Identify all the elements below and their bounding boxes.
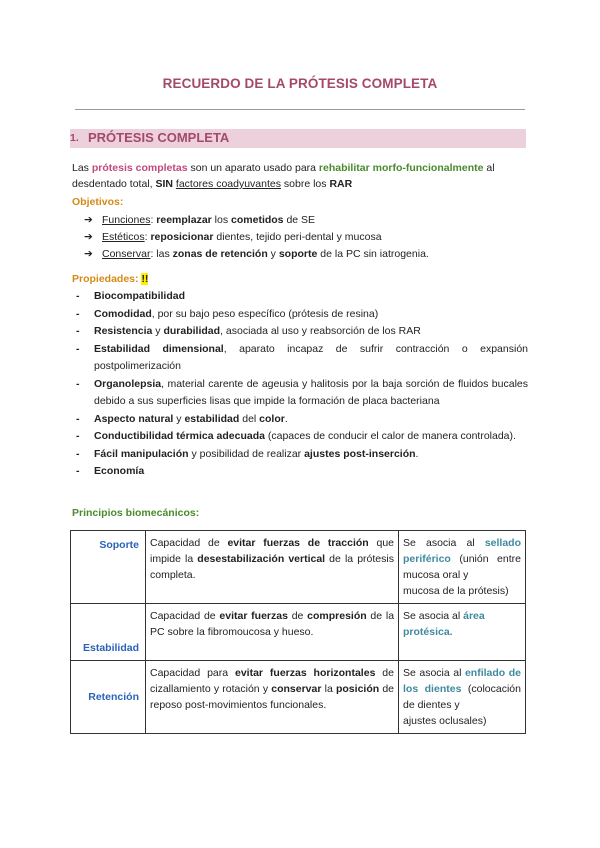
row-label: Retención [88,691,139,703]
dash-bullet-icon: - [76,465,80,477]
list-item [76,288,528,306]
cell-text: de reposo post-movimientos funcionales. [150,683,395,711]
dash-bullet-icon: - [76,447,80,460]
prop-bold: Conductibilidad térmica adecuada [94,430,265,442]
cell-bold: evitar fuerzas de tracción [227,537,369,549]
objetivo-text: : las [150,248,173,260]
dash-bullet-icon: - [76,290,80,302]
prop-bold: Estabilidad dimensional [94,342,224,355]
cell-text: mucosa de la prótesis) [403,585,509,597]
description-cell [146,661,399,734]
list-item [76,341,528,376]
intro-text: sobre los [280,178,330,190]
cell-text: Se asocia al [403,537,485,549]
prop-text: , por su bajo peso específico (prótesis de resina) [151,307,379,320]
title-divider [75,109,525,110]
list-item [76,446,528,464]
list-item [76,463,528,481]
section-heading [70,129,526,148]
prop-bold: Resistencia [94,325,153,337]
prop-text: del [239,412,260,425]
objetivo-text: de SE [283,214,316,226]
cell-text: (colocación de dientes y [403,683,521,711]
cell-text: Capacidad para [150,667,235,679]
row-label-cell [71,604,146,661]
propiedades-heading [72,271,528,287]
cell-text: de la prótesis completa. [150,553,394,581]
section-number: 1. [70,132,79,144]
arrow-right-icon: ➔ [84,231,93,243]
objetivos-list [84,212,524,263]
cell-bold: compresión [307,610,367,622]
prop-text: y [173,412,185,425]
cell-text: la [321,683,336,695]
cell-text: de cizallamiento y rotación y [150,667,394,695]
cell-text: Capacidad de [150,537,228,549]
objetivo-text: los [211,214,232,226]
cell-highlight: sellado periférico [403,537,521,565]
cell-text: que impide la [150,537,395,565]
prop-bold: Aspecto natural [94,412,174,425]
list-item [76,323,528,341]
list-item [84,246,524,263]
list-item [76,411,528,429]
intro-rar: RAR [329,178,353,190]
prop-text: y [152,325,164,337]
arrow-right-icon: ➔ [84,248,93,260]
cell-text: ajustes oclusales) [403,715,487,727]
prop-text: , aparato incapaz de sufrir contracción o expansión postpolimerización [94,342,528,372]
table-row [71,531,526,604]
dash-bullet-icon: - [76,342,80,355]
cell-bold: conservar [271,683,322,695]
intro-text: Las [72,162,92,174]
prop-text: (capaces de conducir el calor de manera controlada). [264,430,516,442]
dash-bullet-icon: - [76,412,80,425]
prop-bold: Fácil manipulación [94,447,189,460]
row-label-cell [71,531,146,604]
dash-bullet-icon: - [76,377,80,390]
prop-text: . [415,447,419,460]
description-cell [146,531,399,604]
prop-text: . [284,412,288,425]
cell-text: Se asocia al [403,667,465,679]
objetivo-text: dientes, tejido peri-dental y mucosa [213,231,382,243]
intro-sin: SIN [155,178,173,190]
list-item [76,376,528,411]
cell-bold: posición [335,683,380,695]
prop-bold: Economía [94,465,145,477]
objetivo-label: Conservar [102,248,151,260]
list-item [84,229,524,246]
cell-text: (unión entre mucosa oral y [403,553,521,581]
row-label: Soporte [99,539,139,551]
row-label: Estabilidad [82,642,139,654]
objetivo-text: : [144,231,151,243]
prop-bold: estabilidad [184,412,240,425]
prop-bold: Biocompatibilidad [94,290,186,302]
cell-bold: desestabilización vertical [197,553,326,565]
cell-text: de la PC sobre la fibromoucosa y hueso. [150,610,395,638]
objetivo-label: Estéticos [102,231,145,243]
principios-table [70,530,526,734]
intro-text: son un aparato usado para [187,162,319,174]
prop-text: , asociada al uso y reabsorción de los RAR [220,325,421,337]
objetivo-bold: soporte [278,248,318,260]
intro-goal: rehabilitar morfo-funcionalmente [318,162,484,174]
cell-highlight: área protésica. [403,610,485,638]
objetivos-heading: Objetivos: [72,196,124,208]
intro-paragraph [72,160,528,192]
table-row [71,604,526,661]
objetivo-bold: reposicionar [150,231,214,243]
prop-bold: Organolepsia [94,377,162,390]
association-cell [399,661,526,734]
list-item [84,212,524,229]
important-mark: !! [141,273,149,285]
association-cell [399,531,526,604]
objetivo-label: Funciones [102,214,151,226]
prop-text: , material carente de ageusia y halitosis por la baja sorción de fluidos bucales debido a sus superficies lisas que impide la formación de placa bacteriana [94,377,528,407]
cell-text: de [287,610,308,622]
propiedades-label: Propiedades: [72,273,142,285]
cell-text: Se asocia al [403,610,464,622]
dash-bullet-icon: - [76,430,80,442]
prop-bold: durabilidad [163,325,221,337]
dash-bullet-icon: - [76,307,80,320]
prop-text: y posibilidad de realizar [188,447,305,460]
objetivo-bold: cometidos [231,214,284,226]
cell-text: Capacidad de [150,610,220,622]
prop-bold: color [259,412,285,425]
table-row [71,661,526,734]
list-item [76,306,528,324]
prop-bold: Comodidad [94,307,152,320]
objetivo-bold: reemplazar [156,214,212,226]
cell-highlight: enfilado de los dientes [403,667,521,695]
propiedades-list [76,288,528,481]
intro-term: prótesis completas [91,162,188,174]
prop-bold: ajustes post-inserción [304,447,416,460]
cell-bold: evitar fuerzas horizontales [235,667,376,679]
principios-heading: Principios biomecánicos: [72,507,200,519]
dash-bullet-icon: - [76,325,80,337]
intro-factores: factores coadyuvantes [175,178,281,190]
list-item [76,428,528,446]
arrow-right-icon: ➔ [84,214,93,226]
section-label: PRÓTESIS COMPLETA [88,130,230,145]
description-cell [146,604,399,661]
objetivo-bold: zonas de retención [172,248,268,260]
association-cell [399,604,526,661]
objetivo-text: : [150,214,157,226]
intro-text: al desdentado total, [72,162,495,190]
objetivo-text: de la PC sin iatrogenia. [317,248,429,260]
document-title: RECUERDO DE LA PRÓTESIS COMPLETA [162,76,438,91]
row-label-cell [71,661,146,734]
objetivo-text: y [267,248,279,260]
cell-bold: evitar fuerzas [219,610,288,622]
